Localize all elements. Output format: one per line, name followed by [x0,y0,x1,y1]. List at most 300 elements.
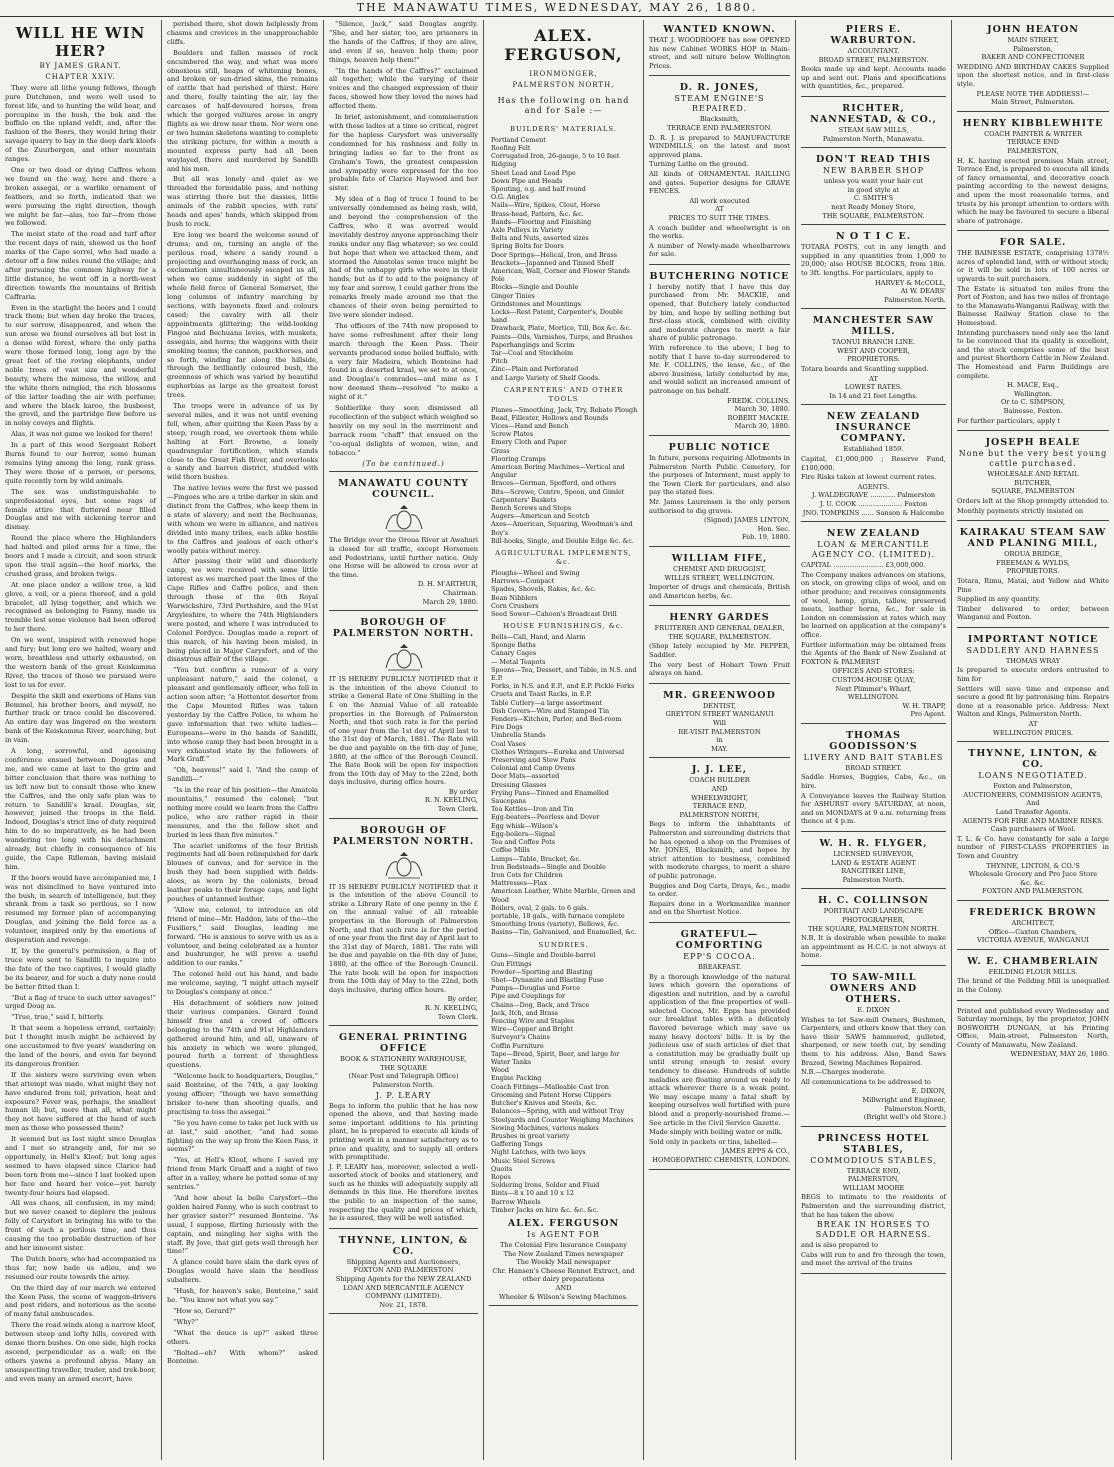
stock-item: Bolts and Nuts, assorted sizes [491,234,589,243]
agency-line: Chr. Hansen's Cheese Rennet Extract, and other dairy preparations [492,1266,635,1284]
advertisement [801,99,946,148]
advertisement [957,744,1109,901]
ad-signature: FREDK. COLLINS. [727,396,790,405]
stock-item: Basins—Tin, Galvanised, and Enamelled, &c. [491,928,637,937]
ad-title: DON'T READ THIS [816,154,931,166]
paragraph: “In the hands of the Caffres?” exclaimed all together, while the varying of their voices and the changed expression of their faces, showed how they loved the news had affected them. [329,66,478,111]
ad-line: BREAKFAST. [697,962,742,971]
imprint-text: Printed and published every Wednesday and Saturday mornings, by the proprietor, JOHN BOSWORTH DUNGAN, at his Printing Office, Main-street, Palmerston North, County of Manawatu, New Zealand. [957,1006,1109,1049]
paragraph: “So you have come to take pot luck with us at last,” said another, “and had some fighting on the way up from the Keen Pass, it seems?” [167,1118,318,1154]
ad-line: Wellington. [1014,389,1052,398]
ad-subtitle: LIVERY AND BAIT STABLES [803,752,944,762]
ferguson-trade: IRONMONGER, [529,70,598,78]
stock-item: Tar—Coal and Stockholm [491,349,574,357]
ad-line: Office—Caxton Chambers, [988,927,1078,936]
paragraph: After passing their wild and disorderly camp, we were received with some little interest as we marched past the lines of the Cape Rifles and Caffre police, and then through those of the 6th Royal Warwickshire, 73rd Perthshire, and the 91st Argyleshire, to where the 74th Highlanders were posted, and where I was introduced to Colonel Fordyce. Douglas made a report of this march, of his having been misled, in being placed in Major Carysfort, and of the disastrous affair of the village. [167,557,318,664]
advertisement [329,821,478,1027]
ad-body: All communications to be addressed to [801,1077,931,1086]
ad-line: C. SMITH'S [853,194,894,203]
ad-body: Totara, Rimu, Matai, and Yellow and White Pine [957,576,1109,594]
stock-item: Spouting, o.g. and half round [491,184,586,193]
paragraph: Round the place where the Highlanders had halted and piled arms for a time, the boors and I made a circuit, and soon struck upon the trail again—the hoof marks, the crushed grass, and broken twigs. [5,534,156,578]
ad-line: AGENTS FOR FIRE AND MARINE RISKS. [962,816,1104,825]
advertisement [801,407,946,522]
advertisement [957,233,1109,431]
ferguson-agencies [489,1214,638,1306]
ad-line: RANGITIKEI LINE, [841,867,906,876]
ad-line: JNO. TOMPKINS ...... Sanson & Halcombe [802,508,945,517]
stock-item: Roofing Felt [491,143,531,152]
ad-line: In 14 and 21 feet Lengths. [829,391,918,400]
stock-item: Iron Bedsteads—Single and Double [491,862,606,871]
advertisement [649,267,790,436]
ad-body: Cabs will run to and fro through the town, and meet the arrival of the trains [801,1250,946,1268]
ad-line: WEST AND COOPER, [837,346,910,355]
stock-item: Gaffering Tongs [491,1140,543,1149]
ad-line: STEAM SAW MILLS, [838,125,909,134]
ad-line: Shipping Agents and Auctioneers, [346,1257,461,1266]
stock-item: Pitch [491,357,508,366]
stock-item: Powder—Sporting and Blasting [491,967,593,976]
ad-title: THYNNE, LINTON, & CO. [338,1234,469,1257]
stock-item: Planes—Smoothing, Jack, Try, Rebate Plough [491,405,638,414]
paragraph: “And how about la belle Carysfort—the golden haired Fanny, who is such contrast to her gravier sister?” resumed Bonteine. “As usual, I suppose, flirting furiously with the captain, and mingling her sighs with the staff. By Jove, that girl gets well through her time!” [167,1194,318,1256]
ad-body: Importer of drugs and chemicals, British and American herbs, &c. [649,583,790,600]
imprint [957,1003,1109,1064]
ad-signature: Hon. Sec. [757,524,790,533]
ad-title: BUTCHERING NOTICE [649,270,790,282]
stock-item: Quoits [491,1164,513,1173]
stock-item: Dressing Glasses [491,780,547,789]
stock-item: Spades, Shovels, Rakes, &c. &c. [491,585,597,594]
ad-title: WILLIAM FIFE, [671,552,768,564]
ad-body: Orders left at the Shop promptly attended to. [957,496,1109,505]
ad-body: Made simply with boiling water or milk. [649,1128,783,1137]
ad-body: Monthly payments strictly insisted on [957,506,1084,515]
notices-column-3 [329,474,478,1314]
paragraph: “Is in the rear of his position—the Amatola mountains,” resumed the colonel; “but nothing more could we learn from the Caffre police, who are rather rapid in their measures, and the the fellow shot and buried in less than five minutes.” [167,786,318,839]
ad-line: Bainesse, Foxton. [1003,406,1063,415]
stock-item: Fire Dogs [491,723,523,732]
stock-item: Gun Fittings [491,959,532,968]
ad-title: MANCHESTER SAW MILLS. [812,315,935,338]
paragraph: It seemed but as last night since Douglas and I met so strangely and, for me so opportunely, in Hell's Kloof; but long ages seemed to have elapsed since Clarice had been torn from me—since I last looked upon her face and heard her voice—yet barely twenty-four hours had elapsed. [5,1135,156,1197]
advertisement [801,524,946,724]
stock-item: Egg-boilers—Signal [491,829,556,838]
ad-title: PIERS E. WARBURTON. [830,24,917,46]
ad-line: THE SQUARE [380,1063,427,1072]
ad-line: OFFICES AND STORES: [832,667,915,676]
paragraph: It that seem a hopeless errand, certainly; but I thought much might be achieved by one accustomed to five years' wandering on the land of the boors, and even far beyond its dangerous frontier. [5,1024,156,1068]
paragraph: The colonel held out his hand, and bade me welcome, saying, “I might attach myself to Douglas's company at once.” [167,970,318,997]
ad-line: Established 1859. [843,445,904,454]
ad-signature: March 30, 1880. [734,405,790,414]
stock-item: Blocks—Single and Double [491,283,579,292]
ad-line: BAKER AND CONFECTIONER [981,53,1085,62]
stock-item: Down Pipe and Heads [491,176,563,185]
stock-item: American, Wall, Corner and Flower Stands [491,266,630,275]
ad-title: IMPORTANT NOTICE [967,633,1099,645]
ad-title: HENRY GARDES [669,612,770,624]
paragraph: At one place under a willow tree, a kid glove, a veil, or a piece thereof, and a gold bracelet, all lying together, and which we recognised as belonging to Fanny, made us tremble lest some violence had been offered to her there. [5,580,156,634]
stock-heading: AGRICULTURAL IMPLEMENTS, &c. [495,549,632,566]
ad-signature: By order [448,787,478,796]
stock-heading: HOUSE FURNISHINGS, &c. [503,622,624,631]
paragraph: Alas, it was not game we looked for there! [11,430,153,439]
paragraph: “Hush, for heaven's sake, Bonteine,” said he. “You know not what you say.” [167,1287,318,1304]
stock-item: Balances—Spring, with and without Tray [491,1107,625,1116]
ad-line: FOXTON AND PALMERSTON [353,1266,454,1275]
paragraph: But all was lonely and quiet as we threaded the formidable pass, and nothing was stirring there but the dassies, little animals of the rabbit species, with rats' heads and apes' hands, which skipped from bush to rock. [167,175,318,228]
serial-byline: BY JAMES GRANT. [39,62,122,70]
paragraph: “But a flag of truce to such utter savages!” urged Doug as. [5,993,156,1011]
stock-item: Drawback, Plate, Mortice, Till, Box &c. &c. [491,324,632,333]
imprint-date: WEDNESDAY, MAY 26, 1880. [1010,1050,1109,1059]
ad-title: JOSEPH BEALE [985,437,1081,449]
ad-line: MAIN STREET, [1007,36,1059,44]
ad-body: In future, persons requiring Allotments in Palmerston North Public Cemetery, for the purposes of Interment, must apply to the Town Clerk for particulars, and also pay the stated fees. [649,453,790,497]
ad-line: in good style at [847,185,900,194]
stock-item: Clothes Wringers—Eureka and Universal [491,747,625,756]
ad-subtitle: NEW BARBER SHOP [823,166,924,176]
ad-body: Supplied in any quantity. [957,595,1041,604]
ad-body: A Conveyance leaves the Railway Station for ASHURST every SATURDAY, at noon, and on MONDAYS at 9 a.m. returning from thence at 4 p.m. [801,791,946,826]
ad-body: I hereby notify that I have this day purchased from Mr. MACKIE, and opened, that Butchery lately conducted by him, and hope by selling nothing but first-class stock, combined with civility and moderate charges to merit a fair share of public patronage. [649,282,790,343]
stock-item: Vices—Hand and Bench [491,422,569,431]
advertisement [329,613,478,819]
stock-item: portable, 18 gals., with furnace complete [491,911,625,920]
stock-heading: BUILDERS' MATERIALS. [510,124,617,133]
ad-line: COACH PAINTER & WRITER [984,129,1082,138]
ad-body: IT IS HEREBY PUBLICLY NOTIFIED that it is the intention of the above Council to strike a Library Rate of one penny in the £ on the annual value of all rateable properties in the Borough of Palmerston North, and that such rate is for the period of one year from the first day of April last to the 31st day of March, 1881. The rate will be due and payable on the 6th day of June, 1880, at the office of the Borough Council. The rate book will be open for inspection from the 10th day of May to the 22nd, both days inclusive, during office hours. [329,882,478,994]
ad-line: E. DIXON [857,1005,890,1014]
stock-item: Bill-hooks, Single, and Double Edge &c. &c. [491,536,634,545]
ad-title: W. H. R. FLYGER, [819,838,928,850]
stock-item: Coal Vases [491,739,526,748]
stock-item: Brass-head, Pattern, &c. &c. [491,209,584,218]
ad-title: GENERAL PRINTING OFFICE [338,1032,468,1055]
stock-item: American Leather, White Marble, Green and Wood [491,887,636,904]
paragraph: The scarlet uniforms of the four British regiments had all been relinquished for dark blouses of canvas, and for service in the bush they had been supplied with fields-aloes, as worn by the colonists, broad leather peaks to their forage caps, and light pouches of untanned leather. [167,841,318,903]
ad-signature: JAMES EPPS & CO., [721,1147,790,1156]
stock-item: Augers—American and Scotch [491,512,590,521]
ad-subtitle: J. P. LEARY [375,1090,432,1100]
coat-of-arms-icon [380,642,428,672]
paragraph: If, by the general's permission, a flag of truce were sent to Sandilli to inquire into the fate of the two captives, I would gladly be its bearer, and for such a duty none could be better fitted than I. [5,947,156,991]
paragraph: “Silence, Jack,” said Douglas angrily. “She, and her sister, too, are prisoners in the hands of the Caffres, if they are alive, and even if so, heaven help them; poor things, heaven help them!” [329,20,478,64]
stock-item: Grass [491,446,510,455]
stock-item: Sheet Lead and Lead Pipe [491,168,576,177]
stock-item: Bands—Flooring and Finishing [491,217,592,226]
ad-line: Palmerston North. [842,875,905,884]
ad-line: BUTCHER, [1014,478,1052,487]
paragraph: The Dutch boors, who had accompanied us thus far, now bade us adieu, and we resumed our route towards the army. [5,1254,156,1281]
paragraph: “Allow me, colonel, to introduce an old friend of mine—Mr. Haddon, late of the—the Fusiliers,” said Douglas, leading me forward. “He is anxious to serve with us as a volunteer, and being celebrated as a hunter and bushranger, he will prove a useful addition to our ranks.” [167,905,318,968]
ad-signature: Town Clerk. [437,805,478,814]
ad-line: OROUA BRIDGE, [1004,550,1062,559]
ad-line: Blacksmith, [699,115,740,124]
ferguson-title: ALEX. FERGUSON, [504,26,623,64]
paragraph: “You but confirm a rumour of a very unpleasant nature,” said the colonel, a pleasant and gentlemanly officer, who fell in action soon after; “a Hottentot deserter from the Cape Mounted Rifles was taken yesterday by the Caffre Police, to whom he gave information that two white ladies—Europeans—were in the hands of Sandilli, into whose camp they had been brought in a very exhausted state by the followers of Mark Graff.” [167,666,318,764]
ad-line: TERRACE END, [692,802,747,811]
coat-of-arms-icon [380,503,428,533]
ad-title: PRINCESS HOTEL STABLES, [817,1132,930,1155]
ad-body: A number of Newly-made wheelbarrows for sale. [649,241,790,259]
ad-line: Palmerston, [1013,44,1053,53]
paragraph: One or two dead or dying Caffres whom we found on the way, here and there a broken assegai, or a warlike ornament of feathers, and so forth, indicated that we were pursuing the right direction, though we might be far—alas, too far—from those we followed. [5,165,156,228]
ad-line: PALMERSTON NORTH, [679,810,760,819]
ad-line: FRUITERER AND GENERAL DEALER, [654,624,785,633]
stock-item: Tea Kettles—Iron and Tin [491,805,574,814]
ad-body: The Company makes advances on stations, on stock, on growing clips of wool, and on other produce; and receives consignments of wool, hemp, grain, tallow, preserved meats, leather horns, &c., for sale in London on commission at rates which may be learned on application at the company's office. [801,570,946,639]
stock-item: Soldering Irons, Solder and Fluid [491,1181,600,1190]
stock-item: Colonial and Camp Ovens [491,764,575,773]
ad-line: AND [711,785,728,793]
advertisement [801,968,946,1127]
advertisement [801,891,946,966]
ad-line: WHEELWRIGHT, [691,793,748,802]
ad-line: RE-VISIT PALMERSTON [678,727,761,736]
ad-subtitle: SADDLERY AND HARNESS [966,645,1100,655]
ad-signature: March 30, 1880. [734,422,790,431]
stock-item: Night Latches, with two keys [491,1148,586,1157]
stock-item: Steelyards and Counter Weighing Machines [491,1115,634,1124]
stock-item: Saucepans [491,797,526,806]
stock-item: Corrugated Iron, 26-gauge, 5 to 10 feet [491,152,620,161]
ad-subtitle: None but the very best young cattle purchased. [958,449,1108,469]
ad-line: Shipping Agents for the NEW ZEALAND LOAN AND MERCANTILE AGENCY COMPANY (LIMITED). [335,1275,472,1301]
ad-line: AT [1028,720,1038,729]
agency-line: The New Zealand Times newspaper [503,1249,624,1258]
stock-item: Music Steel Screws [491,1156,555,1165]
stock-item: Butcher's Knives and Steels, &c. [491,1099,597,1108]
ad-line: TERRACE END [1007,138,1059,147]
ad-line: THYNNE, LINTON, & CO.'S [986,861,1080,870]
ad-title: HENRY KIBBLEWHITE [962,117,1104,129]
advertisement [329,474,478,611]
agency-line: The Weekly Mail newspaper [516,1258,611,1267]
paragraph: Despite the skill and exertions of Hans van Bemmel, his brother boors, and myself, no further track or trace could be discovered. An entire day was lingered on the western bank of the Keiskamma River, searching, but in vain. [5,691,156,745]
advertisement [957,114,1109,232]
stock-item: Axes—American, Squaring, Woodman's and Boy's [491,520,633,537]
ad-body: Timber delivered to order, between Wanganui and Foxton. [957,604,1109,622]
stock-item: Bead, Fillester, Hollows and Rounds [491,413,609,422]
ad-body: The Bridge over the Oroua River at Awahuri is closed for all traffic, except Horsemen and Pedestrians, until further notice. Only one Horse will be allowed to cross over at the time. [329,536,478,579]
ads-column-6 [801,20,946,1274]
stock-item: Mattresses—Flax [491,879,548,888]
coat-of-arms-icon [380,850,428,880]
stock-item: and Large Variety of Shelf Goods. [491,373,601,382]
ad-body: Is prepared to execute orders entrusted to him for [957,666,1109,684]
ad-line: Next Plimmer's Wharf, [835,684,912,693]
ad-title: BOROUGH OF PALMERSTON NORTH. [332,617,475,640]
masthead: THE MANAWATU TIMES, WEDNESDAY, MAY 26, 1880. [0,0,1114,17]
stock-item: Coffee Mills [491,846,530,855]
ad-line: PALMERSTON, [1007,146,1059,155]
ad-body: Begs to inform the public that he has now opened the above, and that having made some important additions to his printing plant, he is prepared to execute all kinds of printing work in a manner satisfactory as to price and quality, and to supply all orders with promptitude. [329,1101,478,1162]
stock-item: Grindstones and Mountings [491,299,582,308]
stock-item: Shot—Dynamite and Blasting Fuse [491,976,604,985]
ad-subtitle: COMMODIOUS STABLES, [810,1155,937,1165]
stock-item: Seed Sower—Cahoon's Broadcast Drill [491,609,617,618]
advertisement [801,227,946,309]
stock-item: — Metal Teapots [491,657,546,666]
paragraph: “Why?” [173,1317,199,1326]
ad-body: CAPITAL ........................ £3,000,000. [801,561,926,570]
stock-item: Forks, in N.S. and E.P., and E.P. Pickle Forks [491,682,635,691]
stock-item: Pumps—Douglas and Force [491,984,580,993]
column-7 [952,20,1114,1460]
ad-signature: HOMOEOPATHIC CHEMISTS, LONDON. [652,1155,790,1164]
paragraph: “Yes, at Hell's Kloof, where I saved my friend from Mark Graaff and a night of two after in a valley, where he potted some of my sentries.” [167,1156,318,1192]
advertisement [957,433,1109,521]
ad-line: AUCTIONEERS, COMMISSION AGENTS, [963,790,1103,799]
ad-line: PROPRIETORS. [847,355,900,364]
ad-line: WILLIS STREET, WELLINGTON. [664,573,775,582]
advertisement [801,311,946,405]
ad-body: Sold only in packets or tins, labelled— [649,1137,778,1146]
stock-item: Coach Fittings—Malleable Cast Iron [491,1082,609,1091]
ad-line: BROAD STREET, PALMERSTON. [818,55,929,64]
column-6 [796,20,952,1460]
ad-title: TO SAW-MILL OWNERS AND OTHERS. [829,971,918,1005]
ad-line: All work executed [689,196,750,205]
ad-title: KAIRAKAU STEAM SAW AND PLANING MILL, [959,527,1107,550]
ad-title: N O T I C E. [835,231,912,243]
stock-item: Brackets—Japanned and Tinned Shelf [491,258,614,267]
stock-item: Iron Cots for Children [491,870,563,879]
serial-title: WILL HE WIN HER? [15,24,146,60]
paragraph: If the sisters were surviving even when that attempt was made, what might they not have endured from toil, privation, heat and exposure? Fever was, perhaps, the smallest human ill; but, more than all, what might they not have suffered at the hand of such men as those who possessed them? [5,1070,156,1133]
paragraph: Even in the starlight the boors and I could track them; but when day broke the traces, to our sorrow, disappeared, and when the sun arose we found ourselves all but lost in a dense wild forest, where the only paths were those formed long, long ago by the great feet of the roving elephants, under noble trees of vast size and wonderful beauty, where the mimosa, the willow, and the white thorn mingled, the rich blossoms of the latter loading the air with perfume; and where the black karoo, the busbeest, the grevil, and the partridge flew before us in noisy coveys and flights. [5,303,156,428]
ad-line: TERRACE END, [846,1166,901,1175]
paragraph: The sex was undistinguishable to unprofessional eyes, but some rags of female attire that fluttered near filled Douglas and me with sickening terror and dismay. [5,487,156,532]
advertisement [957,903,1109,950]
ad-line: LAND & ESTATE AGENT [831,858,916,867]
stock-item: Braces—German, Spofford, and others [491,479,617,488]
paragraph: The native levies were the first we passed—Fingoes who are a tribe darker in skin and distinct from the Caffres, who keep them in a state of slavery; and next the Bechuanas, with whom we were in alliance, and natives divided into many tribes, each alike hostile to the Caffres and jealous of each other's woolly pates without mercy. [167,484,318,555]
stock-item: Bits—Screwe, Centre, Spoon, and Gimlet [491,487,625,496]
ad-body: and is also prepared to [801,1241,878,1250]
ad-body: H. K. having erected premises Main street, Terrace End, is prepared to execute all kinds of fancy ornamental, and decorative coach painting according to the newest designs, and upon the most reasonable terms, and trusts by his prompt attention to orders with which he may be favoured to secure a liberal share of patronage. [957,156,1109,225]
ad-body: The very best of Hobart Town Fruit always on hand. [649,660,790,678]
ad-body: T. L. & Co. have constantly for sale a large number of FIRST-CLASS PROPERTIES in Town and Country [957,834,1109,860]
paragraph: “What the deuce is up?” asked three others. [167,1328,318,1346]
ad-body: Wishes to let Saw-mill Owners, Bushmen, Carpenters, and others know that they can have their SAWS hammered, gulleted, sharpened, or new teeth cut, by sending them to his address. Also, Band Saws Brazed, Sewing Machines Repaired. [801,1015,946,1067]
ad-title: GRATEFUL—COMFORTING [675,928,764,951]
advertisement [957,20,1109,112]
ad-title: H. C. COLLINSON [818,895,929,907]
stock-item: Screw Plates [491,430,534,439]
ad-body: Repairs done in a Workmanlike manner and on the Shortest Notice. [649,899,790,917]
ad-title: FOR SALE. [999,237,1067,249]
ad-line: Or to C. SIMPSON, [1000,398,1066,407]
paragraph: My idea of a flag of truce I found to be universally condemned as being rash, wild, and beyond the comprehension of the Caffres, who it was averred would inevitably destroy anyone approaching their ranks under any flag whatever; so we could but hope that when we attacked them, and stormed the Amatolas some trace might be had of the unhappy girls who were in their hands; but as if to add to the poignancy of my fear and sorrow, I could gather from the remarks freely made around me that the chances of their even being permitted to live were slender indeed. [329,195,478,319]
advertisement [801,1129,946,1274]
stock-item: Door Mats—assorted [491,772,560,781]
ad-signature: By order, [447,995,478,1004]
ad-body: A coach builder and wheelwright is on the works. [649,223,790,241]
ad-body: Totara boards and Scantling supplied. [801,365,929,374]
column-4 [484,20,644,1460]
ad-signature: (Bright well's old Store.) [863,1113,946,1122]
ad-body: The Estate is situated ten miles from the Port of Foxton, and has two miles of frontage to the Manawatu-Wanganui Railway, with the Bainesse Railway Station close to the Homestead. [957,284,1109,328]
ad-body: Settlers will save time and expense and secure a good fit by patronising him. Repairs done at a reasonable price. Address: Next Walton and Kings, Palmerston North. [957,684,1109,719]
stock-item: Table Cutlery—a large assortment [491,698,602,707]
ad-signature: Feb. 19, 1880. [742,533,790,542]
paragraph: The troops were in advance of us by several miles, and it was not until evening fell, when, after quitting the Keen Pass by a steep, rough road, we overtook them while halting at Fort Browne, a lonely quadrangular fortification, which stands close to the Great Fish River, and overlooks a sandy and barren district, studded with wild thorn bushes. [167,402,318,482]
ad-line: THE SQUARE, PALMERSTON. [668,632,771,641]
advertisement [649,608,790,684]
ad-line: WELLINGTON. [847,693,900,702]
ad-signature: Town Clerk. [437,1012,478,1021]
ad-line: GREYTON STREET WANGANUI [665,710,774,719]
stock-item: Door Springs—Helical, Iron, and Brass [491,250,618,259]
agency-line: Wheeler & Wilson's Sewing Machines. [499,1292,628,1301]
stock-item: Spoons—Tea, Dessert, and Table, in N.S. and E.P. [491,665,637,683]
ad-line: Land Transfer Agents. [995,808,1071,816]
agent-heading: Is AGENT FOR [527,1229,600,1239]
stock-item: Jack, Itch, and Brass [491,1008,558,1017]
serial-chapter: CHAPTER XXIV. [45,72,116,81]
stock-item: Brushes in great variety [491,1131,570,1140]
stock-item: Tea and Coffee Pots [491,838,556,847]
stock-item: O.G. Angles [491,193,529,202]
ad-line: THOMAS WRAY [1005,656,1061,665]
ferguson-town: PALMERSTON NORTH, [512,80,615,89]
advertisement [649,760,790,923]
ads-column-5 [649,20,790,1170]
ad-signature: Millwright and Engineer, [862,1095,946,1104]
paragraph: Ere long we heard the welcome sound of drums; and on, turning an angle of the perilous road, where a sandy round a projecting and overhanging mass of rock, an exclamation simultaneously escaped us all, when we came suddenly in sight of the whole field force of General Somerset, the long columns of infantry marching by sections, with bayonets fixed and colours cased; the cavalry with all their appointments glittering; the wild-looking Fingoe and Bechuana levies, with muskets, assegais, and horns; the waggons with their smoking teams; the cannon, packhorses, and so forth, winding far along the hillside, through the brilliantly coloured bush, the greenness of which was varied by beautiful euphorbias as large as the greatest forest trees. [167,230,318,400]
stock-item: Corn Crushers [491,601,539,610]
ad-signature: HARVEY & McCOLL, [875,278,946,287]
ad-title: NEW ZEALAND [826,528,921,540]
advertisement [649,925,790,1170]
ad-title: BOROUGH OF PALMERSTON NORTH. [332,824,475,847]
ad-title: W. E. CHAMBERLAIN [967,955,1099,967]
ad-line: CHEMIST AND DRUGGIST, [673,564,766,573]
ad-line: THE SQUARE, PALMERSTON. [822,211,925,220]
ad-signature: D. H. M'ARTHUR, [417,580,478,589]
ad-line: PALMERSTON, [847,1175,900,1184]
stock-item: Lamps—Table, Bracket, &c. [491,854,582,863]
paragraph: They were all lithe young fellows, though pure Dutchmen, and were well used to forest life, and to hunting the wild boar, and porcupine in the bush, the bok and the buffalo on the upland veldt, and, after the fashion of the Boers, they would bring their savage quarry to bay in the deep dark kloofs of the Zuurbergen, and other mountain ranges. [5,83,156,164]
stock-item: Paints—Oils, Varnishes, Turps, and Brushes [491,332,633,341]
paragraph: “Oh, heavens!” said I. “And the camp of Sandilli—” [167,766,318,784]
paragraph: In a part of this wood Sergeant Robert Burns found to our horror, some human remains lying among the long, rank grass. They were those of a person, or persons, quite recently torn by wild animals. [5,441,156,485]
advertisement [957,630,1109,742]
ad-line: COACH BUILDER [689,776,750,785]
ad-signature: R. N. KEELING, [424,796,478,805]
ad-title: JOHN HEATON [987,24,1079,35]
ad-body: By a thorough knowledge of the natural laws which govern the operations of digestion and nutrition, and by a careful application of the fine properties of well-selected Cocoa, Mr. Epps has provided our breakfast tables with a delicately flavored beverage which may save us many heavy doctors' bills. It is by the judicious use of such articles of diet that a constitution may be gradually built up until strong enough to resist every tendency to disease. Hundreds of subtle maladies are floating around us ready to attack wherever there is a weak point. We may escape many a fatal shaft by keeping ourselves well fortified with pure blood and a properly-nourished frame.—See article in the Civil Service Gazette. [649,972,790,1127]
stock-item: Surveyor's Chains [491,1033,550,1042]
ad-line: AGENTS. [857,482,890,491]
ad-title: FREDERICK BROWN [969,906,1097,918]
stock-item: Egg-beaters—Peerless and Dover [491,813,600,822]
stock-item: Umbrella Stands [491,731,546,740]
paragraph: A glance could have slain the dark eyes of Douglas would have slain the heedless subaltern. [167,1258,318,1285]
ad-line: Wholesale Grocery and Pro Juce Store [968,870,1098,879]
agent-name: ALEX. FERGUSON [507,1217,620,1229]
paragraph: “How so, Gerard?” [173,1306,236,1315]
serial-body [5,84,156,1384]
ad-title: MANAWATU COUNTY COUNCIL. [338,478,469,501]
ad-line: WILLIAM MOORE [842,1183,905,1192]
stock-item: Coffin Furniture [491,1041,544,1050]
ad-body: N.B.—Charges moderate. [801,1068,887,1077]
